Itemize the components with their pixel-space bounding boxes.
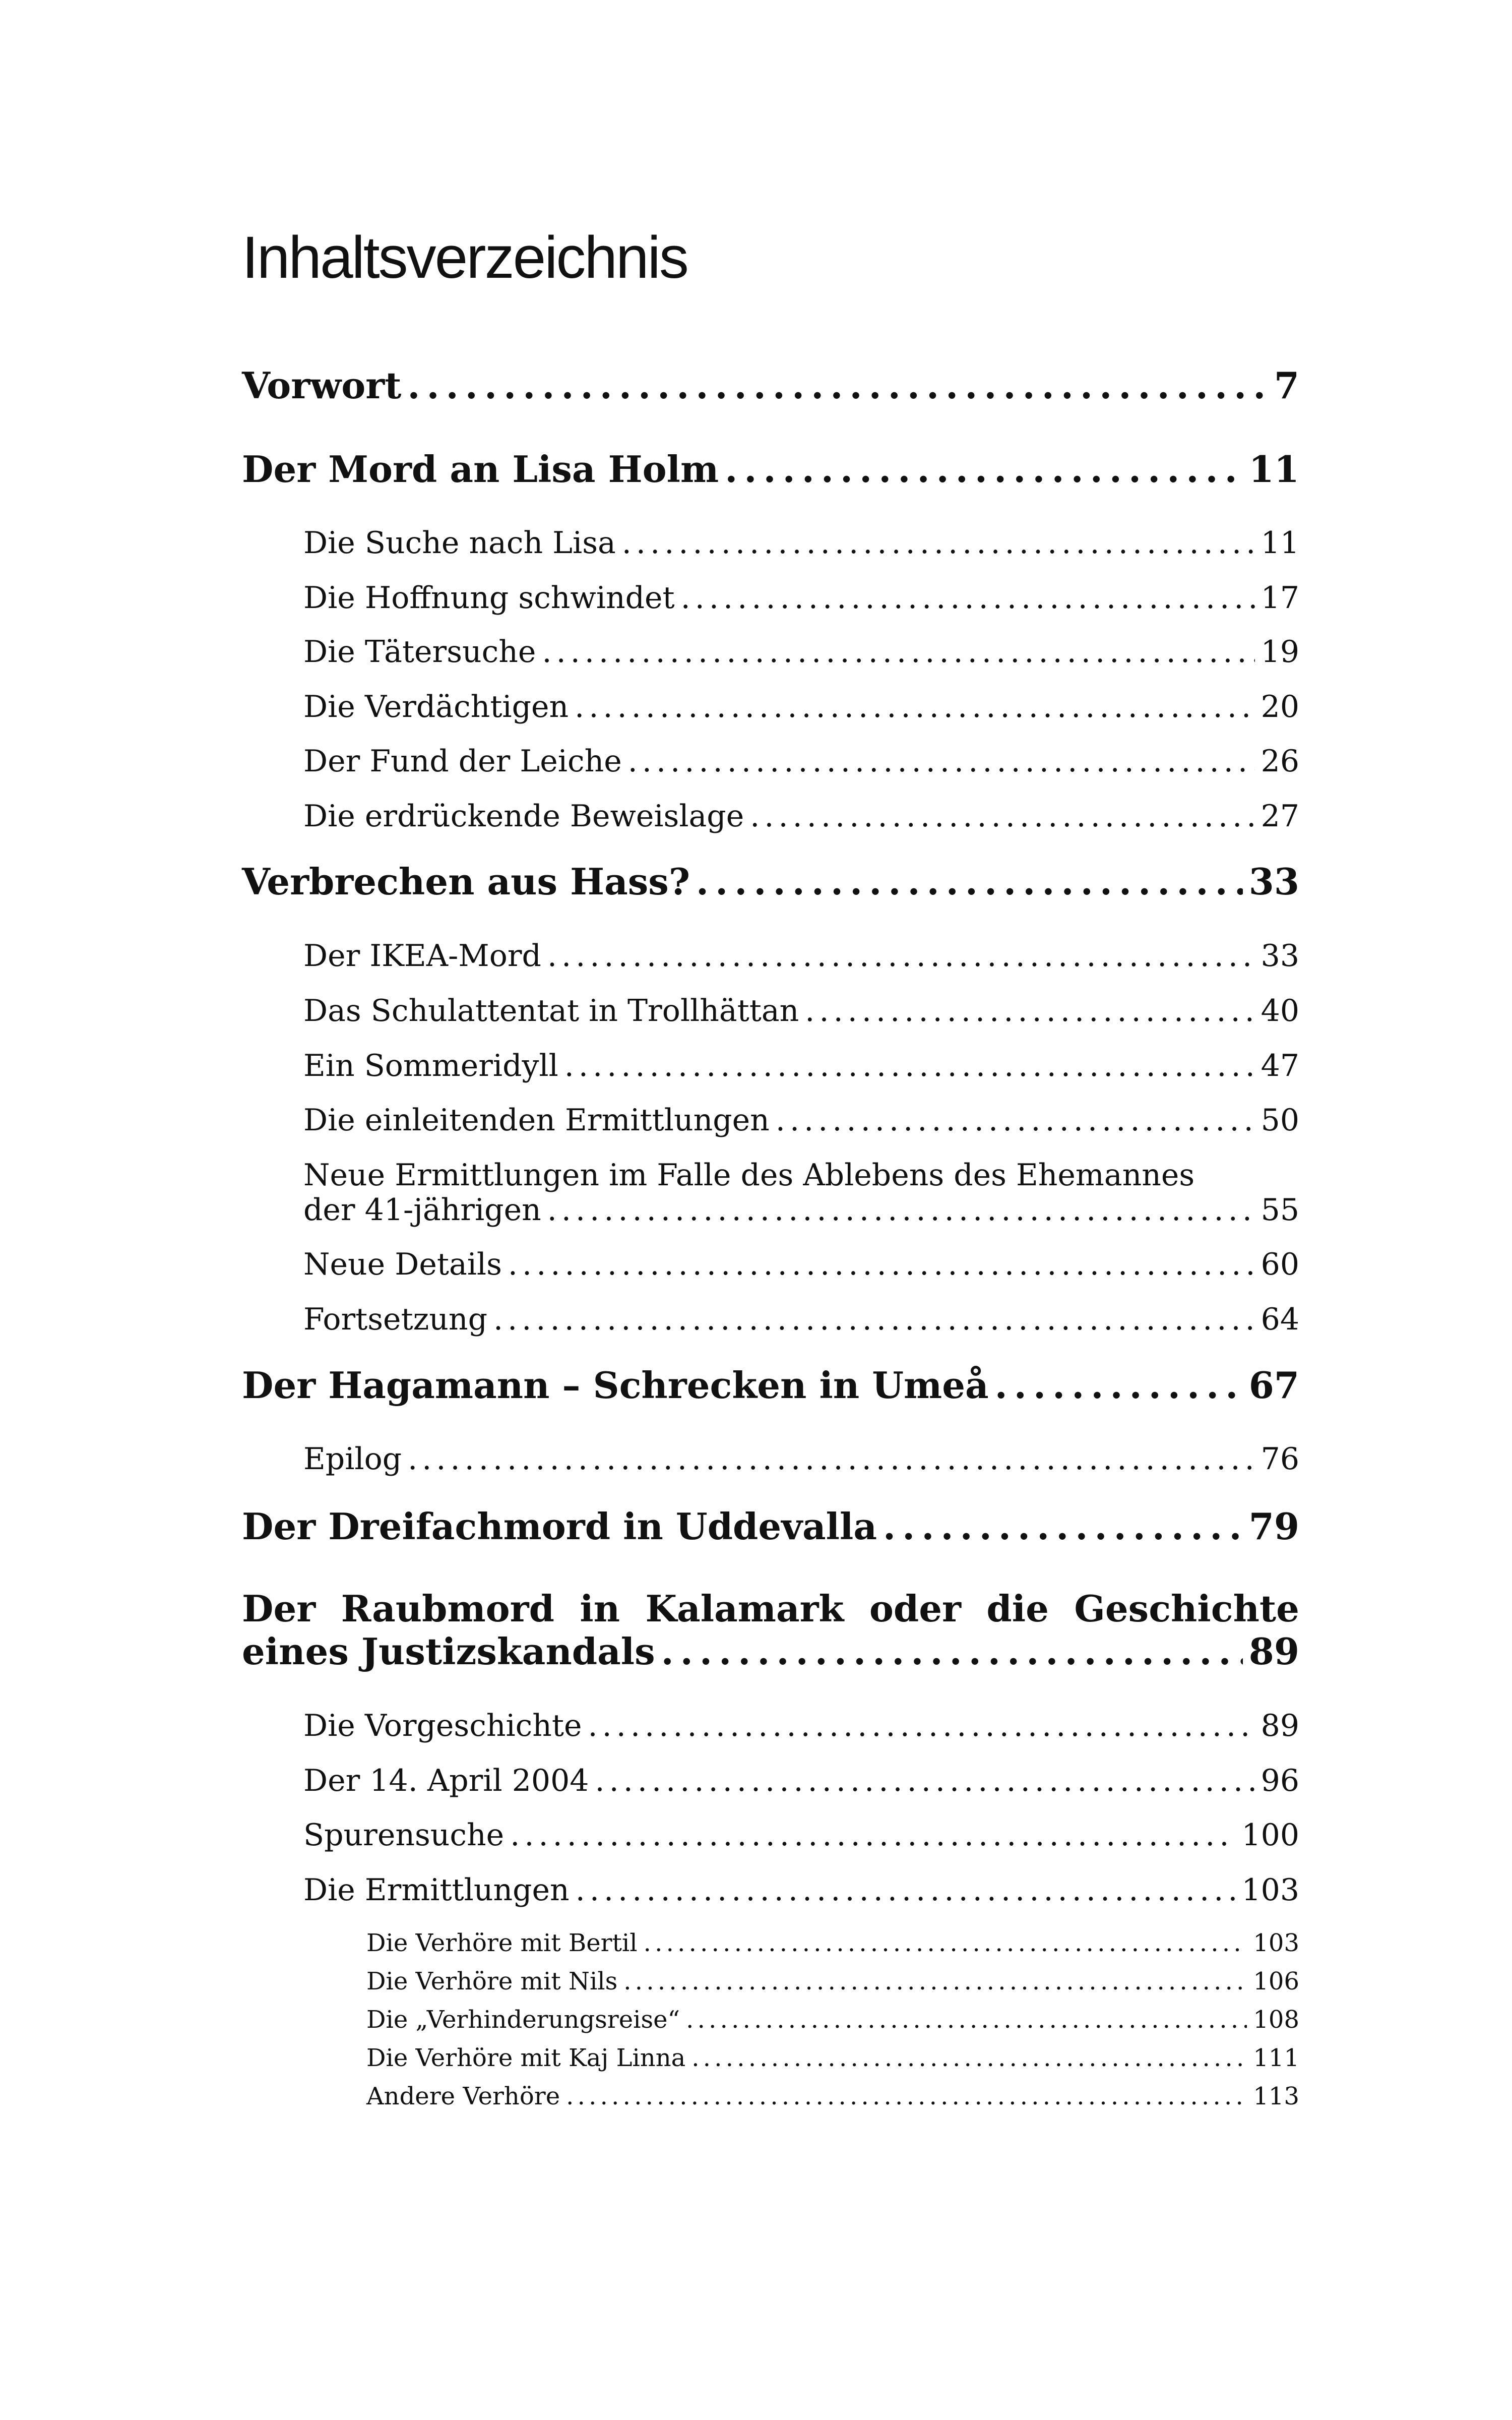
toc-entry-raubmord-line1: Der Raubmord in Kalamark oder die Geschichte [242, 1587, 1299, 1630]
toc-entry-suche-lisa[interactable] [303, 525, 1299, 561]
dot-leader [776, 1103, 1255, 1138]
toc-entry-label: Der Mord an Lisa Holm [242, 448, 719, 491]
toc-entry-label: Neue Details [303, 1247, 502, 1282]
dot-leader [696, 860, 1243, 903]
toc-entry-page: 108 [1253, 2006, 1299, 2034]
toc-entry-verhoere-kaj[interactable] [366, 2044, 1299, 2072]
page-title: Inhaltsverzeichnis [242, 224, 687, 291]
toc-entry-page: 27 [1261, 799, 1299, 834]
toc-entry-sommeridyll[interactable] [303, 1048, 1299, 1083]
dot-leader [493, 1302, 1255, 1337]
toc-entry-label: Spurensuche [303, 1818, 505, 1853]
toc-entry-page: 100 [1241, 1818, 1299, 1853]
toc-entry-page: 89 [1261, 1708, 1299, 1743]
toc-entry-page: 20 [1261, 689, 1299, 724]
toc-entry-page: 11 [1261, 525, 1299, 561]
toc-entry-page: 64 [1261, 1302, 1299, 1337]
toc-entry-hoffnung[interactable] [303, 580, 1299, 616]
toc-entry-april-2004[interactable] [303, 1763, 1299, 1798]
toc-entry-page: 103 [1241, 1872, 1299, 1908]
dot-leader [883, 1505, 1243, 1548]
toc-entry-label: Die Tätersuche [303, 634, 536, 670]
dot-leader [542, 634, 1254, 670]
dot-leader [595, 1763, 1254, 1798]
toc-entry-page: 89 [1248, 1630, 1299, 1673]
toc-entry-label: Die Verdächtigen [303, 689, 569, 724]
dot-leader [547, 938, 1255, 974]
toc-entry-label: Die einleitenden Ermittlungen [303, 1103, 770, 1138]
toc-entry-ikea-mord[interactable] [303, 938, 1299, 974]
dot-leader [750, 799, 1254, 834]
toc-entry-label: Der IKEA-Mord [303, 938, 541, 974]
toc-entry-label: eines Justizskandals [242, 1630, 655, 1673]
toc-entry-page: 40 [1261, 993, 1299, 1028]
toc-entry-label: Die Vorgeschichte [303, 1708, 582, 1743]
dot-leader [628, 744, 1255, 779]
toc-entry-page: 50 [1261, 1103, 1299, 1138]
toc-entry-label: der 41-jährigen [303, 1192, 541, 1228]
toc-entry-page: 76 [1261, 1441, 1299, 1477]
dot-leader [725, 448, 1243, 491]
dot-leader [575, 689, 1254, 724]
toc-entry-label: Der 14. April 2004 [303, 1763, 589, 1798]
toc-entry-page: 55 [1261, 1192, 1299, 1228]
dot-leader [588, 1708, 1255, 1743]
toc-entry-vorwort[interactable] [242, 364, 1299, 407]
toc-entry-page: 17 [1261, 580, 1299, 616]
dot-leader [623, 1967, 1247, 1995]
toc-entry-mord-lisa-holm[interactable] [242, 448, 1299, 491]
toc-entry-label: Die Verhöre mit Nils [366, 1967, 618, 1995]
toc-entry-neue-ermittlungen[interactable] [303, 1192, 1299, 1228]
toc-entry-page: 7 [1274, 364, 1299, 407]
toc-entry-label: Die Ermittlungen [303, 1872, 570, 1908]
toc-entry-hagamann[interactable] [242, 1364, 1299, 1407]
dot-leader [510, 1818, 1235, 1853]
toc-entry-label: Andere Verhöre [366, 2082, 560, 2110]
toc-entry-einleitende-ermittlungen[interactable] [303, 1103, 1299, 1138]
toc-entry-verhoere-bertil[interactable] [366, 1929, 1299, 1957]
toc-entry-page: 103 [1253, 1929, 1299, 1957]
toc-entry-page: 96 [1261, 1763, 1299, 1798]
toc-entry-beweislage[interactable] [303, 799, 1299, 834]
toc-entry-raubmord[interactable] [242, 1630, 1299, 1673]
toc-entry-schulattentat[interactable] [303, 993, 1299, 1028]
toc-entry-ermittlungen[interactable] [303, 1872, 1299, 1908]
toc-entry-label: Der Dreifachmord in Uddevalla [242, 1505, 877, 1548]
toc-entry-label: Die Suche nach Lisa [303, 525, 616, 561]
toc-entry-label: Fortsetzung [303, 1302, 487, 1337]
toc-entry-label: Verbrechen aus Hass? [242, 860, 690, 903]
toc-entry-page: 111 [1253, 2044, 1299, 2072]
dot-leader [408, 1441, 1255, 1477]
toc-entry-page: 26 [1261, 744, 1299, 779]
toc-entry-label: Ein Sommeridyll [303, 1048, 558, 1083]
dot-leader [644, 1929, 1247, 1957]
dot-leader [622, 525, 1255, 561]
toc-entry-page: 113 [1253, 2082, 1299, 2110]
dot-leader [995, 1364, 1243, 1407]
toc-entry-verbrechen-hass[interactable] [242, 860, 1299, 903]
dot-leader [547, 1192, 1255, 1228]
toc-entry-label: Der Fund der Leiche [303, 744, 622, 779]
toc-entry-epilog[interactable] [303, 1441, 1299, 1477]
toc-entry-page: 47 [1261, 1048, 1299, 1083]
toc-entry-dreifachmord[interactable] [242, 1505, 1299, 1548]
dot-leader [508, 1247, 1255, 1282]
toc-entry-page: 33 [1248, 860, 1299, 903]
toc-entry-spurensuche[interactable] [303, 1818, 1299, 1853]
toc-entry-neue-ermittlungen-line1: Neue Ermittlungen im Falle des Ablebens des Ehemannes [303, 1158, 1195, 1193]
toc-entry-page: 33 [1261, 938, 1299, 974]
toc-entry-page: 67 [1248, 1364, 1299, 1407]
toc-entry-page: 60 [1261, 1247, 1299, 1282]
dot-leader [564, 1048, 1255, 1083]
toc-entry-verhinderungsreise[interactable] [366, 2006, 1299, 2034]
dot-leader [661, 1630, 1243, 1673]
dot-leader [576, 1872, 1236, 1908]
dot-leader [691, 2044, 1247, 2072]
toc-entry-label: Epilog [303, 1441, 402, 1477]
toc-entry-page: 106 [1253, 1967, 1299, 1995]
toc-entry-label: Das Schulattentat in Trollhättan [303, 993, 799, 1028]
toc-entry-taetersuche[interactable] [303, 634, 1299, 670]
toc-entry-fund-leiche[interactable] [303, 744, 1299, 779]
toc-entry-fortsetzung[interactable] [303, 1302, 1299, 1337]
toc-entry-vorgeschichte[interactable] [303, 1708, 1299, 1743]
toc-entry-page: 11 [1248, 448, 1299, 491]
toc-entry-label: Die Verhöre mit Kaj Linna [366, 2044, 686, 2072]
dot-leader [407, 364, 1268, 407]
toc-entry-label: Die erdrückende Beweislage [303, 799, 744, 834]
toc-entry-page: 19 [1261, 634, 1299, 670]
toc-entry-label: Die Verhöre mit Bertil [366, 1929, 638, 1957]
toc-entry-verdaechtigen[interactable] [303, 689, 1299, 724]
dot-leader [686, 2006, 1247, 2034]
toc-entry-label: Der Hagamann – Schrecken in Umeå [242, 1364, 989, 1407]
toc-entry-neue-details[interactable] [303, 1247, 1299, 1282]
dot-leader [805, 993, 1254, 1028]
toc-entry-andere-verhoere[interactable] [366, 2082, 1299, 2110]
dot-leader [566, 2082, 1247, 2110]
toc-entry-label: Vorwort [242, 364, 402, 407]
toc-entry-label: Die „Verhinderungsreise“ [366, 2006, 680, 2034]
dot-leader [681, 580, 1255, 616]
toc-entry-verhoere-nils[interactable] [366, 1967, 1299, 1995]
toc-entry-label: Die Hoffnung schwindet [303, 580, 675, 616]
toc-entry-page: 79 [1248, 1505, 1299, 1548]
